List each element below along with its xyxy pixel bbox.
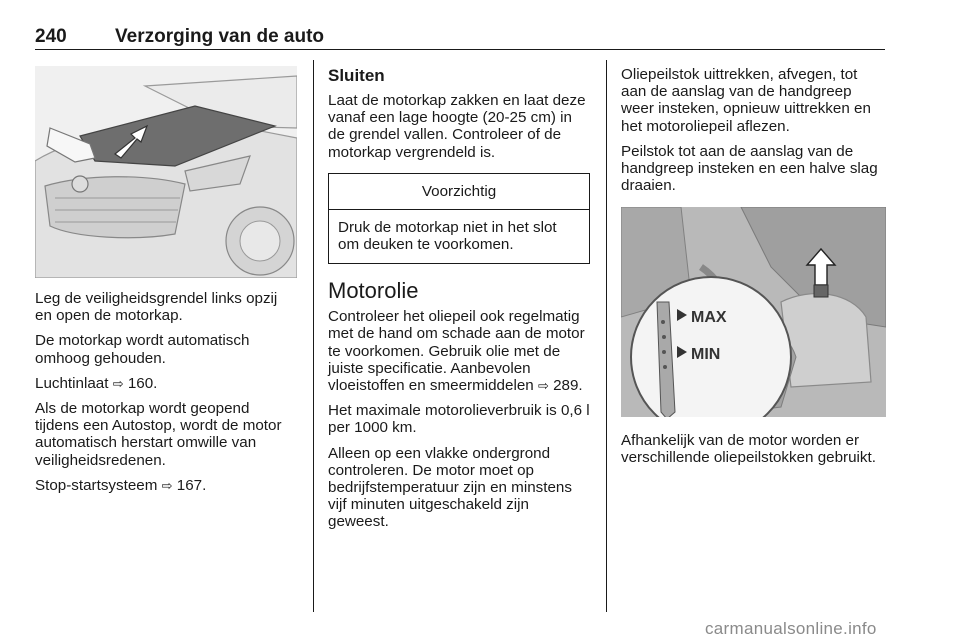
column-2 — [328, 66, 592, 539]
engine-oil-heading: Motorolie — [328, 278, 419, 304]
fluids-page-ref[interactable]: 289. — [553, 377, 583, 395]
level-ground-paragraph: Alleen op een vlakke ondergrond controleren. De motor moet op bedrijfstemperatuur zijn en minstens vijf minuten uitgeschakeld zijn geweest. — [328, 444, 572, 531]
oil-check-paragraph — [328, 308, 592, 394]
column-3 — [621, 66, 886, 202]
dipstick-insert-instructions: Peilstok tot aan de aanslag van de handgreep insteken en een halve slag draaien. — [621, 142, 878, 195]
stop-start-text: Stop-startsysteem — [35, 476, 158, 494]
closing-heading: Sluiten — [328, 66, 385, 85]
caution-box — [328, 173, 590, 264]
paragraph-stop-start — [35, 477, 297, 494]
site-watermark: carmanualsonline.info — [705, 619, 877, 638]
column-divider-2 — [606, 60, 607, 612]
section-title: Verzorging van de auto — [115, 26, 325, 47]
dipstick-min-label: MIN — [691, 346, 721, 363]
air-intake-text: Luchtinlaat — [35, 374, 109, 392]
page-header — [35, 26, 885, 50]
page-number: 240 — [35, 26, 67, 47]
column-3-lower — [621, 432, 886, 474]
dipstick-instructions: Oliepeilstok uittrekken, afvegen, tot aan de aanslag van de handgreep weer insteken, opnieuw uittrekken en het motoroliepeil aflezen. — [621, 66, 871, 135]
column-divider-1 — [313, 60, 314, 612]
car-hood-illustration — [35, 66, 297, 278]
page-reference-icon: ⇨ — [112, 375, 124, 391]
caution-title: Voorzichtig — [329, 174, 589, 210]
stop-start-page-ref[interactable]: 167. — [176, 476, 207, 494]
paragraph-air-intake — [35, 375, 297, 392]
paragraph-hood-held: De motorkap wordt automatisch omhoog gehouden. — [35, 332, 250, 367]
dipstick-illustration — [621, 207, 886, 417]
air-intake-page-ref[interactable]: 160. — [127, 374, 158, 392]
dipstick-variants-paragraph: Afhankelijk van de motor worden er verschillende oliepeilstokken gebruikt. — [621, 432, 876, 467]
page-reference-icon: ⇨ — [161, 477, 173, 493]
oil-consumption-paragraph: Het maximale motorolieverbruik is 0,6 l per 1000 km. — [328, 402, 590, 437]
header-divider — [35, 49, 885, 50]
oil-check-text: Controleer het oliepeil ook regelmatig met de hand om schade aan de motor te voorkomen. Gebruik olie met de juiste specificatie. Aanbevolen vloeistoffen en smeermiddelen — [328, 308, 585, 395]
caution-text: Druk de motorkap niet in het slot om deuken te voorkomen. — [338, 218, 557, 254]
column-1 — [35, 290, 297, 502]
paragraph-autostop: Als de motorkap wordt geopend tijdens een Autostop, wordt de motor automatisch herstart omwille van veiligheidsredenen. — [35, 400, 282, 469]
page-reference-icon: ⇨ — [537, 378, 549, 394]
paragraph-open-hood: Leg de veiligheidsgrendel links opzij en open de motorkap. — [35, 290, 278, 325]
dipstick-max-label: MAX — [691, 309, 727, 326]
closing-paragraph: Laat de motorkap zakken en laat deze vanaf een lage hoogte (20-25 cm) in de grendel vallen. Controleer of de motorkap vergrendeld is. — [328, 92, 586, 161]
